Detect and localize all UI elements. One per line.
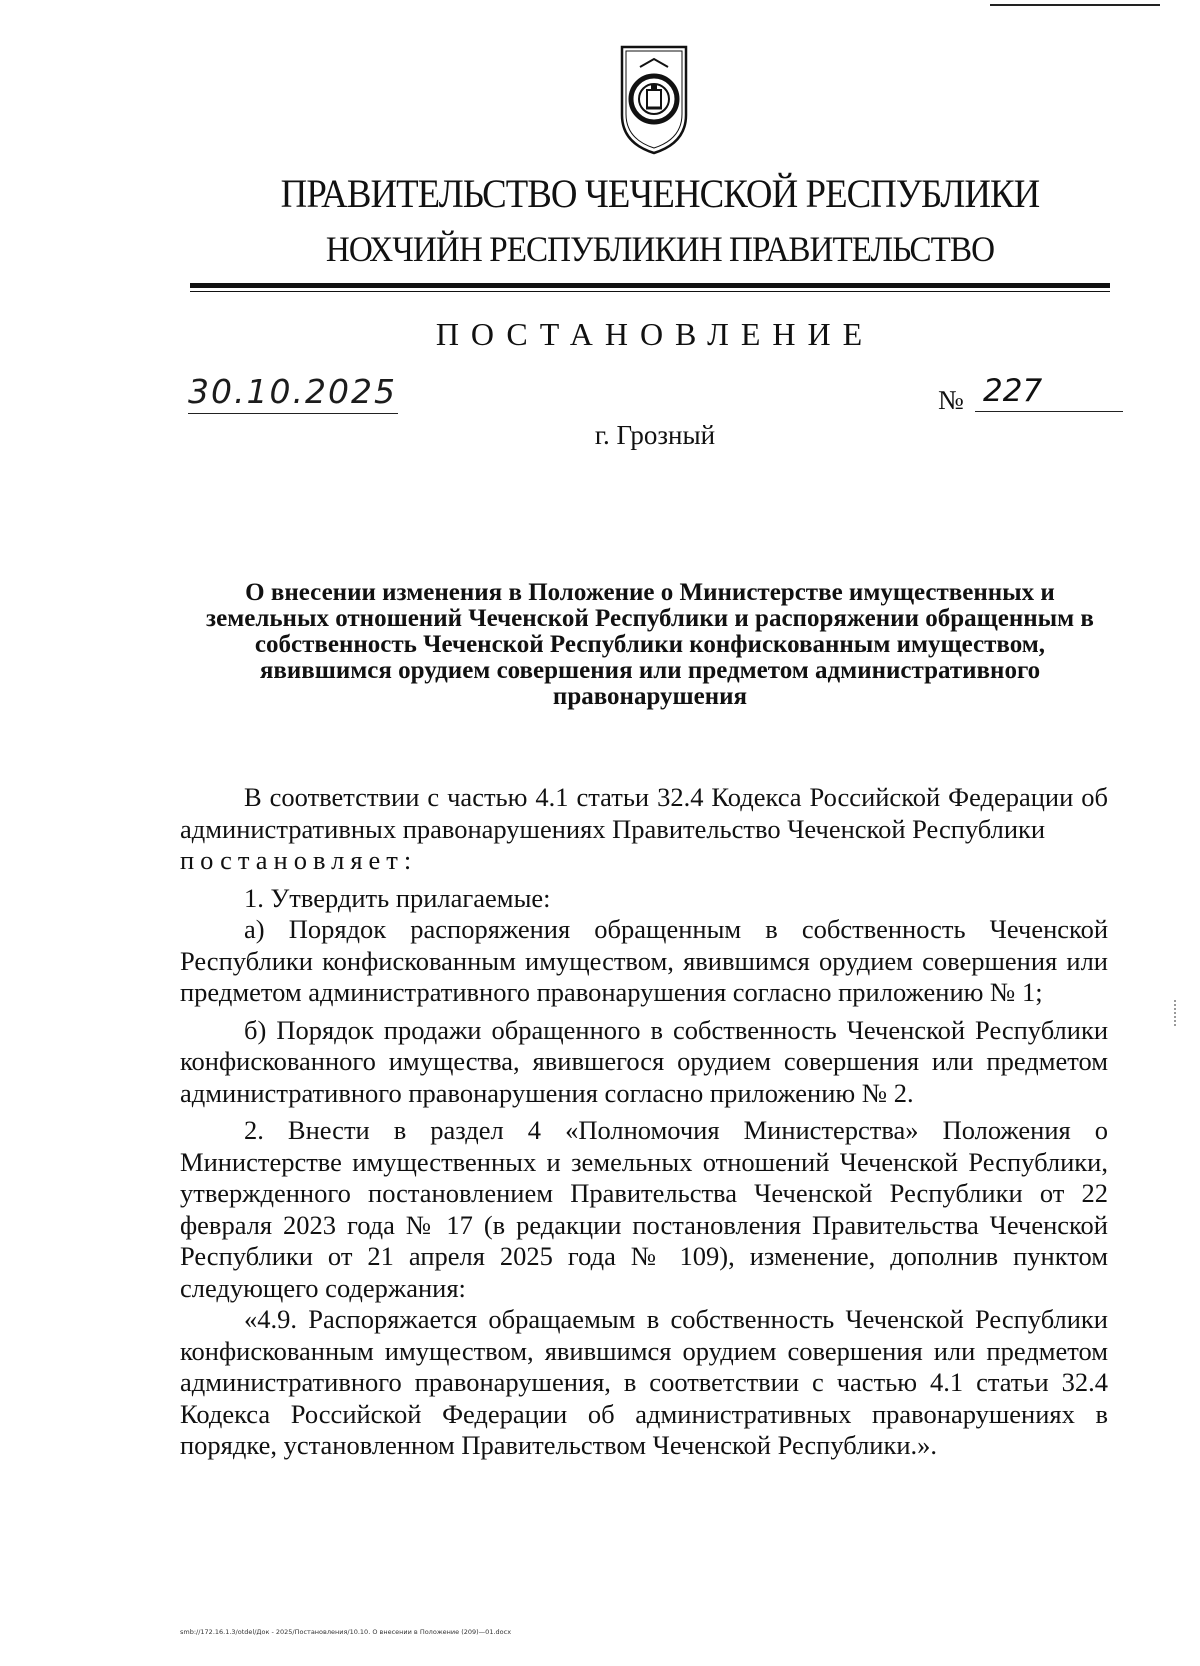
document-body (180, 782, 1108, 1462)
number-label: № (938, 385, 964, 415)
preamble-paragraph: В соответствии с частью 4.1 статьи 32.4 Кодекса Российской Федерации об административных правонарушениях Правительство Чеченской Республики (180, 782, 1108, 844)
decree-word: постановляет: (180, 845, 418, 875)
top-corner-rule (990, 4, 1160, 6)
coat-of-arms-icon (616, 45, 692, 155)
header-divider-thin (190, 291, 1110, 292)
city: г. Грозный (594, 420, 716, 450)
document-title: О внесении изменения в Положение о Министерстве имущественных и земельных отношений Чеченской Республики и распоряжении обращенным в собственность Чеченской Республики конфискованным имуществом, явившимся орудием совершения или предметом административного правонарушения (206, 579, 1094, 710)
clause-1: 1. Утвердить прилагаемые: (244, 882, 551, 913)
clause-1b: б) Порядок продажи обращенного в собственность Чеченской Республики конфискованного имущества, явившегося орудием совершения или предметом административного правонарушения согласно приложению № 2. (180, 1014, 1108, 1108)
document-type: ПОСТАНОВЛЕНИЕ (435, 316, 875, 352)
file-path-footer: smb://172.16.1.3/otdel/Док - 2025/Постановления/10.10. О внесении в Положение (209)—01.docx (180, 1628, 512, 1636)
organization-name-chechen: НОХЧИЙН РЕСПУБЛИКИН ПРАВИТЕЛЬСТВО (325, 229, 995, 269)
clause-1a: а) Порядок распоряжения обращенным в собственность Чеченской Республики конфискованным имуществом, явившимся орудием совершения или предметом административного правонарушения согласно приложению № 1; (180, 914, 1108, 1007)
clause-2-quote: «4.9. Распоряжается обращаемым в собственность Чеченской Республики конфискованным имуществом, явившимся орудием совершения или предметом административного правонарушения, в соответствии с частью 4.1 статьи 32.4 Кодекса Российской Федерации об административных правонарушениях в порядке, установленном Правительством Чеченской Республики.». (180, 1304, 1108, 1460)
organization-name-russian: ПРАВИТЕЛЬСТВО ЧЕЧЕНСКОЙ РЕСПУБЛИКИ (280, 171, 1040, 216)
document-number: 227 (975, 373, 1123, 412)
clause-2: 2. Внести в раздел 4 «Полномочия Министерства» Положения о Министерстве имущественных и земельных отношений Чеченской Республики, утвержденного постановлением Правительства Чеченской Республики от 22 февраля 2023 года № 17 (в редакции постановления Правительства Чеченской Республики от 21 апреля 2025 года № 109), изменение, дополнив пунктом следующего содержания: (180, 1115, 1108, 1303)
margin-mark (1174, 1000, 1178, 1026)
document-date: 30.10.2025 (188, 372, 398, 414)
header-divider-thick (190, 283, 1110, 288)
